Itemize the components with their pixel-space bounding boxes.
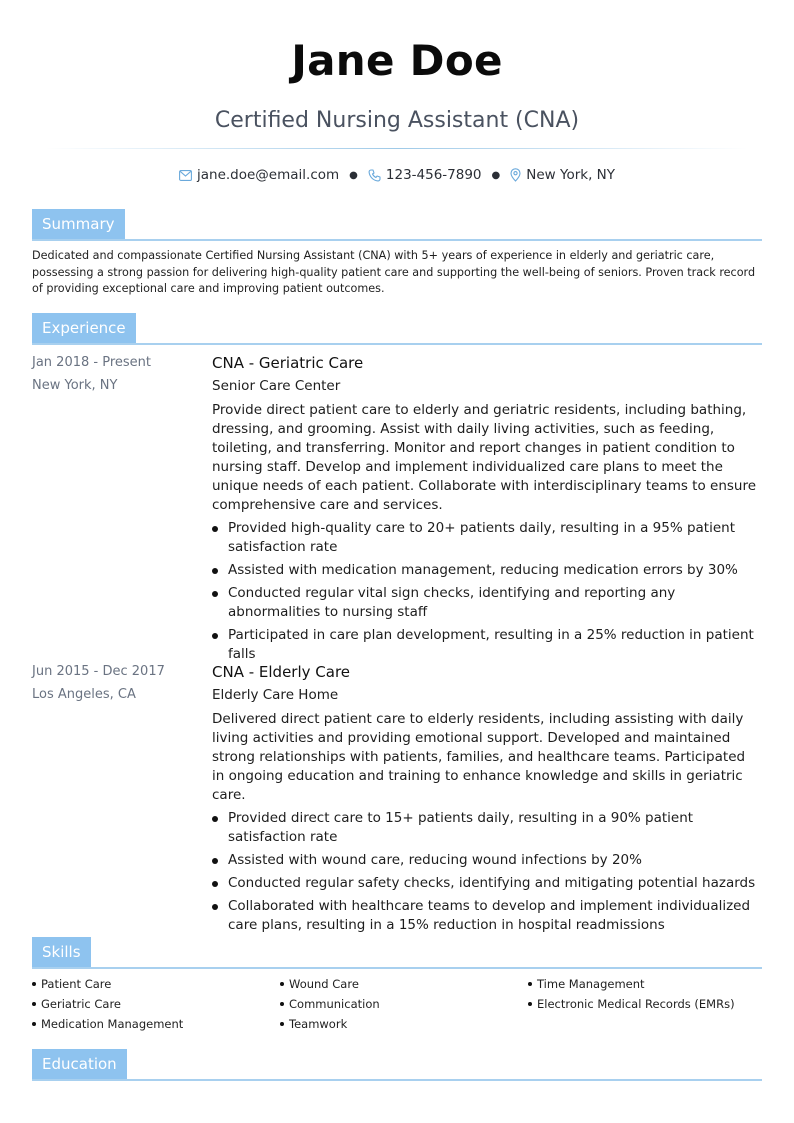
list-item	[212, 519, 757, 557]
bullet-text: Provided high-quality care to 20+ patients daily, resulting in a 95% patient satisfaction rate	[228, 520, 735, 555]
email-text: jane.doe@email.com	[196, 167, 340, 183]
bullet-text: Collaborated with healthcare teams to develop and implement individualized care plans, resulting in a 15% reduction in hospital readmissions	[228, 898, 751, 933]
skill-item	[32, 1016, 280, 1032]
bullet-icon	[32, 982, 36, 986]
experience-section-header	[32, 313, 762, 345]
list-item	[212, 851, 757, 870]
bullet-icon	[212, 858, 218, 864]
bullet-text: Conducted regular vital sign checks, identifying and reporting any abnormalities to nursing staff	[228, 585, 676, 620]
bullet-text: Provided direct care to 15+ patients daily, resulting in a 90% patient satisfaction rate	[228, 810, 694, 845]
bullet-text: Conducted regular safety checks, identifying and mitigating potential hazards	[228, 875, 756, 891]
bullet-icon	[280, 1022, 284, 1026]
job-location: Los Angeles, CA	[32, 687, 136, 702]
contact-location	[510, 167, 615, 183]
bullet-icon	[212, 881, 218, 887]
section-rule	[32, 967, 762, 969]
skill-label: Teamwork	[289, 1017, 348, 1031]
bullet-icon	[212, 568, 218, 574]
skill-item	[280, 976, 528, 992]
job-entry	[212, 663, 757, 939]
skill-item	[528, 996, 772, 1012]
list-item	[212, 874, 757, 893]
bullet-text: Assisted with medication management, reducing medication errors by 30%	[228, 562, 738, 578]
bullet-icon	[528, 982, 532, 986]
candidate-name: Jane Doe	[291, 36, 503, 85]
candidate-title: Certified Nursing Assistant (CNA)	[214, 108, 580, 133]
job-company: Elderly Care Home	[212, 687, 339, 703]
job-entry	[212, 354, 757, 668]
contact-phone[interactable]	[368, 167, 482, 183]
bullet-text: Assisted with wound care, reducing wound infections by 20%	[228, 852, 642, 868]
skill-label: Electronic Medical Records (EMRs)	[537, 997, 735, 1011]
section-title: Education	[32, 1049, 127, 1079]
list-item	[212, 561, 757, 580]
skill-item	[32, 996, 280, 1012]
location-pin-icon	[510, 168, 521, 182]
phone-icon	[368, 169, 381, 182]
bullet-icon	[528, 1002, 532, 1006]
section-rule	[32, 343, 762, 345]
job-achievements	[212, 519, 757, 664]
section-rule	[32, 239, 762, 241]
skill-label: Medication Management	[41, 1017, 184, 1031]
bullet-icon	[212, 904, 218, 910]
job-role: CNA - Elderly Care	[212, 663, 351, 681]
bullet-icon	[212, 526, 218, 532]
job-description: Provide direct patient care to elderly and geriatric residents, including bathing, dressing, and grooming. Assist with daily living activities, such as feeding, toileting, and transferring. Monitor and report changes in patient condition to nursing staff. Develop and implement individualized care plans to meet the unique needs of each patient. Collaborate with interdisciplinary teams to ensure comprehensive care and services.	[212, 402, 757, 513]
skill-item	[280, 996, 528, 1012]
list-item	[212, 897, 757, 935]
bullet-icon	[280, 1002, 284, 1006]
bullet-icon	[32, 1022, 36, 1026]
bullet-icon	[212, 633, 218, 639]
section-title: Summary	[32, 209, 125, 239]
list-item	[212, 584, 757, 622]
section-title: Skills	[32, 937, 91, 967]
summary-section-header	[32, 209, 762, 241]
skills-section-header	[32, 937, 762, 969]
summary-text: Dedicated and compassionate Certified Nursing Assistant (CNA) with 5+ years of experience in elderly and geriatric care, possessing a strong passion for delivering high-quality patient care and supporting the well-being of seniors. Proven track record of providing exceptional care and improving patient outcomes.	[32, 249, 756, 295]
bullet-icon	[280, 982, 284, 986]
mail-icon	[179, 170, 192, 181]
job-meta	[32, 354, 202, 400]
contact-email[interactable]	[179, 167, 339, 183]
phone-text: 123-456-7890	[385, 167, 482, 183]
skill-label: Communication	[289, 997, 380, 1011]
skill-label: Patient Care	[41, 977, 112, 991]
skill-label: Wound Care	[289, 977, 359, 991]
separator-dot: ●	[349, 169, 358, 181]
job-achievements	[212, 809, 757, 935]
job-role: CNA - Geriatric Care	[212, 354, 364, 372]
contact-line	[0, 167, 794, 183]
skill-label: Geriatric Care	[41, 997, 121, 1011]
list-item	[212, 626, 757, 664]
skill-label: Time Management	[537, 977, 645, 991]
job-dates: Jan 2018 - Present	[32, 355, 151, 370]
education-section-header	[32, 1049, 762, 1081]
job-dates: Jun 2015 - Dec 2017	[32, 664, 165, 679]
skill-item	[528, 976, 772, 992]
job-description: Delivered direct patient care to elderly residents, including assisting with daily living activities and providing emotional support. Developed and maintained strong relationships with patients, families, and healthcare teams. Participated in ongoing education and training to enhance knowledge and skills in geriatric care.	[212, 711, 746, 803]
bullet-icon	[32, 1002, 36, 1006]
separator-dot: ●	[491, 169, 501, 181]
bullet-icon	[212, 591, 218, 597]
skill-item	[32, 976, 280, 992]
skill-item	[280, 1016, 528, 1032]
section-rule	[32, 1079, 762, 1081]
job-location: New York, NY	[32, 378, 118, 393]
job-meta	[32, 663, 202, 709]
bullet-icon	[212, 816, 218, 822]
job-company: Senior Care Center	[212, 378, 341, 394]
location-text: New York, NY	[526, 167, 616, 183]
section-title: Experience	[32, 313, 136, 343]
skills-grid	[32, 976, 772, 1032]
title-divider	[46, 148, 748, 149]
list-item	[212, 809, 757, 847]
bullet-text: Participated in care plan development, resulting in a 25% reduction in patient falls	[228, 627, 754, 662]
